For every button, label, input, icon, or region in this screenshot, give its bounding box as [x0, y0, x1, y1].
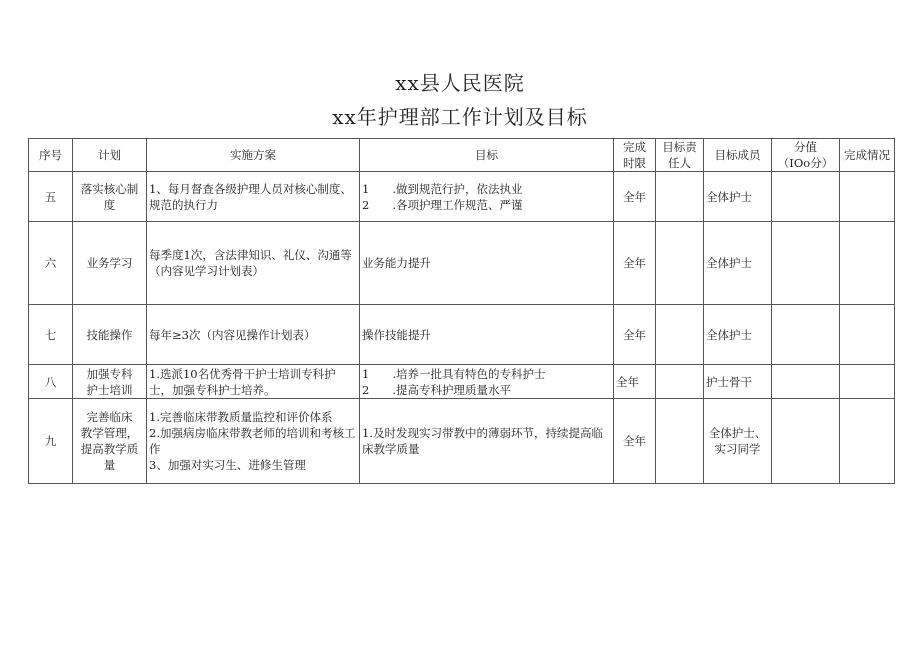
- document-title: xx县人民医院: [395, 71, 525, 95]
- header-scheme: 实施方案: [147, 139, 360, 172]
- cell-score: [772, 305, 840, 365]
- cell-members: 护士骨干: [704, 365, 772, 399]
- header-plan: 计划: [73, 139, 147, 172]
- header-seq: 序号: [29, 139, 73, 172]
- cell-score: [772, 365, 840, 399]
- table-header-row: [29, 139, 895, 172]
- cell-seq: 八: [29, 365, 73, 399]
- cell-owner: [656, 305, 704, 365]
- cell-plan: 完善临床 教学管理， 提高教学质 量: [73, 399, 147, 484]
- cell-owner: [656, 222, 704, 305]
- cell-members: 全体护士、 实习同学: [704, 399, 772, 484]
- cell-seq: 九: [29, 399, 73, 484]
- cell-status: [840, 222, 895, 305]
- header-goal: 目标: [360, 139, 614, 172]
- cell-deadline: 全年: [614, 172, 656, 222]
- table-row: [29, 305, 895, 365]
- cell-deadline: 全年: [614, 365, 656, 399]
- cell-status: [840, 172, 895, 222]
- cell-scheme: 1、每月督查各级护理人员对核心制度、规范的执行力: [147, 172, 360, 222]
- cell-goal: 1.及时发现实习带教中的薄弱环节，持续提高临床教学质量: [360, 399, 614, 484]
- cell-owner: [656, 365, 704, 399]
- cell-goal: 1 .做到规范行护，依法执业 2 .各项护理工作规范、严谨: [360, 172, 614, 222]
- cell-status: [840, 399, 895, 484]
- header-deadline: 完成 时限: [614, 139, 656, 172]
- cell-scheme: 1.完善临床带教质量监控和评价体系 2.加强病房临床带教老师的培训和考核工作 3、加强对实习生、进修生管理: [147, 399, 360, 484]
- cell-scheme: 每季度1次，含法律知识、礼仪、沟通等（内容见学习计划表）: [147, 222, 360, 305]
- header-status: 完成情况: [840, 139, 895, 172]
- header-members: 目标成员: [704, 139, 772, 172]
- cell-goal: 业务能力提升: [360, 222, 614, 305]
- cell-score: [772, 172, 840, 222]
- cell-members: 全体护士: [704, 305, 772, 365]
- cell-status: [840, 305, 895, 365]
- cell-score: [772, 222, 840, 305]
- table-row: [29, 222, 895, 305]
- cell-plan: 加强专科 护士培训: [73, 365, 147, 399]
- cell-plan: 技能操作: [73, 305, 147, 365]
- cell-deadline: 全年: [614, 305, 656, 365]
- cell-goal: 操作技能提升: [360, 305, 614, 365]
- cell-owner: [656, 399, 704, 484]
- cell-seq: 六: [29, 222, 73, 305]
- cell-scheme: 1.选派10名优秀骨干护士培训专科护士，加强专科护士培养。: [147, 365, 360, 399]
- cell-members: 全体护士: [704, 222, 772, 305]
- cell-seq: 七: [29, 305, 73, 365]
- cell-score: [772, 399, 840, 484]
- cell-scheme: 每年≥3次（内容见操作计划表）: [147, 305, 360, 365]
- cell-goal: 1 .培养一批具有特色的专科护士 2 .提高专科护理质量水平: [360, 365, 614, 399]
- cell-seq: 五: [29, 172, 73, 222]
- cell-owner: [656, 172, 704, 222]
- header-score: 分值 （IOo分）: [772, 139, 840, 172]
- table-row: [29, 399, 895, 484]
- table-row: [29, 172, 895, 222]
- cell-status: [840, 365, 895, 399]
- cell-plan: 落实核心制 度: [73, 172, 147, 222]
- table-row: [29, 365, 895, 399]
- cell-members: 全体护士: [704, 172, 772, 222]
- cell-deadline: 全年: [614, 399, 656, 484]
- cell-plan: 业务学习: [73, 222, 147, 305]
- document-subtitle: xx年护理部工作计划及目标: [332, 105, 588, 129]
- cell-deadline: 全年: [614, 222, 656, 305]
- work-plan-table: [28, 138, 895, 484]
- header-owner: 目标责 任人: [656, 139, 704, 172]
